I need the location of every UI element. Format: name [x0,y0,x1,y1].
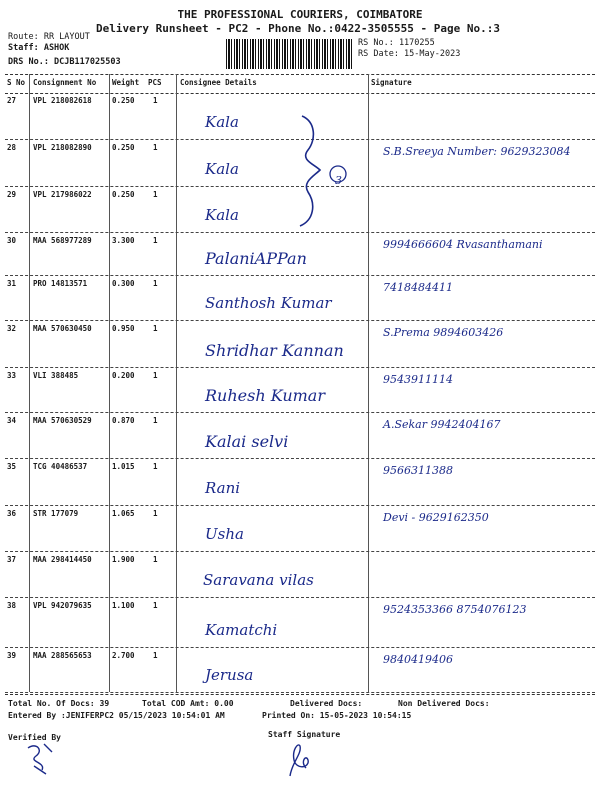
row-sno: 31 [7,279,17,288]
rs-number: RS No.: 1170255 [358,38,435,48]
staff-signature [282,740,322,780]
staff-signature-label: Staff Signature [268,730,341,739]
col-signature: Signature [371,78,412,87]
row-weight: 1.900 [112,555,135,564]
row-weight: 0.870 [112,416,135,425]
table-row [5,275,595,321]
row-pcs: 1 [153,143,158,152]
row-consignee-name: Kala [205,160,239,178]
entered-by: Entered By :JENIFERPC2 05/15/2023 10:54:01 AM [8,711,225,720]
row-signature: 9994666604 Rvasanthamani [383,238,543,251]
row-consignee-name: Saravana vilas [203,571,314,589]
table-row [5,232,595,276]
row-signature: Devi - 9629162350 [383,511,489,524]
table-row [5,320,595,368]
row-sno: 29 [7,190,17,199]
row-consignee-name: Usha [205,525,244,543]
table-row [5,597,595,648]
row-pcs: 1 [153,462,158,471]
row-sno: 27 [7,96,17,105]
row-consignee-name: Santhosh Kumar [205,294,332,312]
runsheet-subtitle: Delivery Runsheet - PC2 - Phone No.:0422-3505555 - Page No.:3 [96,22,500,35]
staff-label: Staff: ASHOK [8,43,70,53]
row-signature: 7418484411 [383,281,453,294]
verifier-signature [22,740,62,776]
row-consignee-name: PalaniAPPan [205,249,307,268]
table-row [5,367,595,413]
row-sno: 36 [7,509,17,518]
row-sno: 34 [7,416,17,425]
non-delivered-docs: Non Delivered Docs: [398,699,490,708]
verified-by-label: Verified By [8,733,61,742]
row-consignee-name: Kala [205,113,239,131]
row-pcs: 1 [153,416,158,425]
row-consignment-no: VPL 218082890 [33,143,92,152]
row-consignment-no: MAA 288565653 [33,651,92,660]
row-weight: 1.065 [112,509,135,518]
drs-number: DRS No.: DCJB117025503 [8,57,121,67]
row-consignment-no: TCG 40486537 [33,462,88,471]
row-pcs: 1 [153,601,158,610]
col-pcs: PCS [148,78,162,87]
row-consignment-no: MAA 570630529 [33,416,92,425]
company-title: THE PROFESSIONAL COURIERS, COIMBATORE [177,8,423,21]
row-consignee-name: Kamatchi [205,621,278,639]
row-pcs: 1 [153,651,158,660]
table-header [5,74,595,94]
row-pcs: 1 [153,279,158,288]
row-weight: 1.100 [112,601,135,610]
total-cod: Total COD Amt: 0.00 [142,699,234,708]
row-sno: 38 [7,601,17,610]
printed-on: Printed On: 15-05-2023 10:54:15 [262,711,412,720]
row-signature: 9566311388 [383,464,453,477]
row-pcs: 1 [153,324,158,333]
route-label: Route: RR LAYOUT [8,32,90,42]
row-consignee-name: Jerusa [205,666,254,684]
row-consignee-name: Shridhar Kannan [205,341,344,360]
row-consignee-name: Rani [205,479,241,497]
col-consignment: Consignment No [33,78,97,87]
row-pcs: 1 [153,555,158,564]
row-weight: 0.250 [112,96,135,105]
col-weight: Weight [112,78,140,87]
total-docs: Total No. Of Docs: 39 [8,699,110,708]
row-sno: 30 [7,236,17,245]
row-weight: 0.200 [112,371,135,380]
row-consignment-no: MAA 570630450 [33,324,92,333]
row-weight: 0.250 [112,143,135,152]
row-weight: 2.700 [112,651,135,660]
row-pcs: 1 [153,371,158,380]
table-row [5,458,595,506]
row-sno: 33 [7,371,17,380]
row-consignment-no: STR 177079 [33,509,79,518]
row-signature: A.Sekar 9942404167 [383,418,501,431]
row-pcs: 1 [153,236,158,245]
row-sno: 32 [7,324,17,333]
row-consignee-name: Ruhesh Kumar [205,386,325,405]
bracket-annotation [292,112,362,232]
row-sno: 37 [7,555,17,564]
row-weight: 3.300 [112,236,135,245]
row-consignee-name: Kalai selvi [205,432,289,451]
row-weight: 0.300 [112,279,135,288]
table-row [5,505,595,552]
row-pcs: 1 [153,509,158,518]
row-signature: S.B.Sreeya Number: 9629323084 [383,145,571,158]
table-row [5,647,595,693]
row-consignment-no: VPL 218082618 [33,96,92,105]
row-weight: 1.015 [112,462,135,471]
annotation-number: 3 [335,174,342,187]
table-row [5,551,595,598]
footer-divider [5,694,595,695]
row-pcs: 1 [153,96,158,105]
delivered-docs: Delivered Docs: [290,699,363,708]
row-signature: 9840419406 [383,653,453,666]
row-signature: S.Prema 9894603426 [383,326,504,339]
row-consignee-name: Kala [205,206,239,224]
barcode [226,39,354,69]
col-consignee: Consignee Details [180,78,257,87]
row-consignment-no: MAA 568977289 [33,236,92,245]
row-pcs: 1 [153,190,158,199]
row-consignment-no: VLI 388485 [33,371,79,380]
row-sno: 28 [7,143,17,152]
row-signature: 9543911114 [383,373,453,386]
table-row [5,412,595,459]
row-weight: 0.950 [112,324,135,333]
row-consignment-no: VPL 942079635 [33,601,92,610]
row-consignment-no: PRO 14813571 [33,279,88,288]
row-weight: 0.250 [112,190,135,199]
row-consignment-no: MAA 298414450 [33,555,92,564]
row-sno: 35 [7,462,17,471]
col-sno: S No [7,78,26,87]
row-signature: 9524353366 8754076123 [383,603,527,616]
row-consignment-no: VPL 217986022 [33,190,92,199]
row-sno: 39 [7,651,17,660]
rs-date: RS Date: 15-May-2023 [358,49,461,59]
